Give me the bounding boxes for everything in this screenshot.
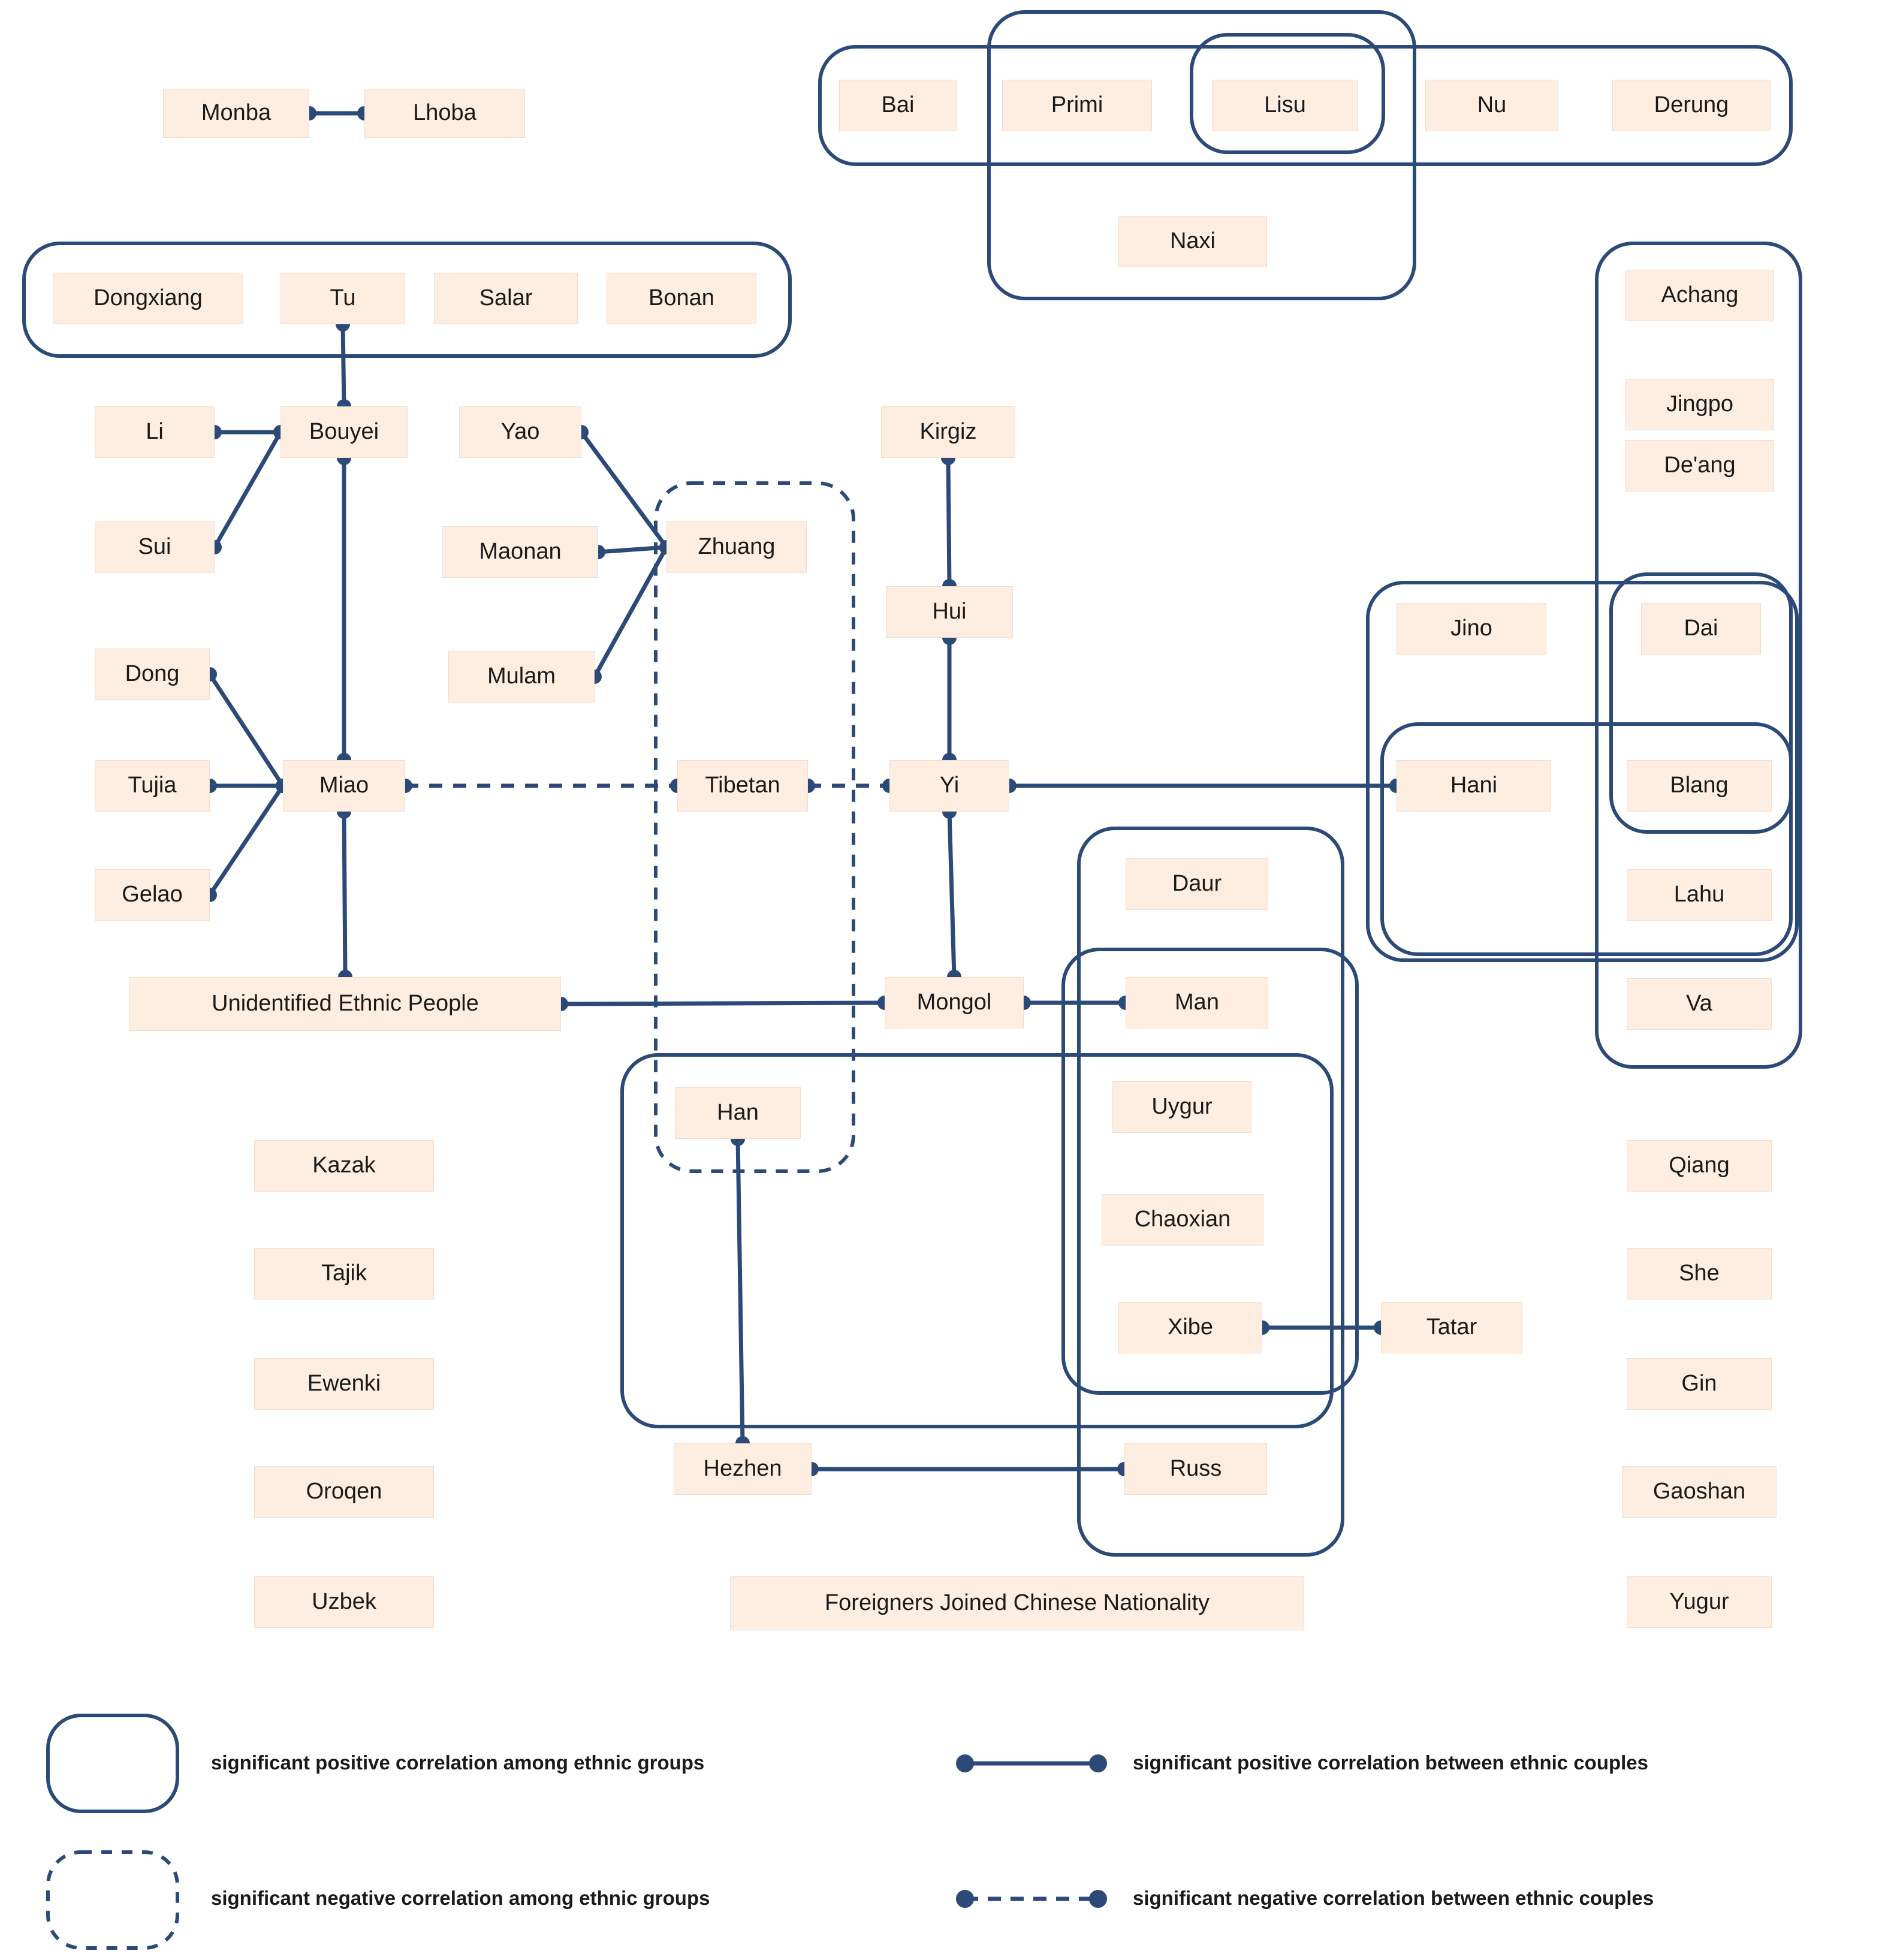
node-zhuang[interactable] [666,521,807,573]
node-label: Lisu [1264,92,1306,118]
node-achang[interactable] [1625,270,1774,321]
node-label: Man [1175,990,1219,1015]
node-sui[interactable] [95,521,215,573]
node-uygur[interactable] [1112,1081,1251,1133]
node-derung[interactable] [1612,80,1771,131]
node-label: She [1679,1261,1720,1286]
node-daur[interactable] [1126,858,1268,910]
node-miao[interactable] [283,760,405,812]
node-deang[interactable] [1625,440,1774,491]
node-tatar[interactable] [1381,1302,1522,1353]
node-han[interactable] [675,1087,801,1139]
node-russ[interactable] [1124,1443,1267,1495]
node-kirgiz[interactable] [881,406,1015,458]
legend-markers [48,1715,1105,1948]
node-label: Monba [201,100,272,126]
node-salar[interactable] [434,273,578,324]
node-label: Naxi [1169,228,1216,254]
node-label: Unidentified Ethnic People [212,991,479,1017]
node-she[interactable] [1627,1248,1772,1299]
edge-yi-mongol [949,812,954,977]
node-label: Primi [1051,92,1103,118]
legend-label-group-negative: significant negative correlation among ethnic groups [211,1887,710,1909]
node-tibetan[interactable] [677,760,808,812]
node-lhoba[interactable] [364,89,525,138]
node-primi[interactable] [1002,80,1152,131]
node-tujia[interactable] [95,760,210,812]
node-label: Yi [939,773,960,798]
node-label: Salar [479,285,533,311]
node-monba[interactable] [163,89,309,138]
node-label: Bonan [649,285,714,311]
node-jino[interactable] [1397,603,1546,655]
node-uzbek[interactable] [254,1576,434,1628]
legend-solid-edge-dot-right [1091,1756,1105,1771]
node-gelao[interactable] [95,869,210,921]
node-label: Uzbek [312,1589,376,1615]
node-mongol[interactable] [885,977,1024,1029]
node-bouyei[interactable] [281,406,408,458]
group-tibetan-han [656,483,853,1171]
node-hezhen[interactable] [674,1443,812,1495]
node-label: Tajik [321,1261,367,1286]
node-naxi[interactable] [1118,216,1267,267]
node-jingpo[interactable] [1625,379,1774,430]
edge-gelao-miao [210,786,283,895]
edge-kirgiz-hui [948,458,949,586]
node-label: Hui [932,599,967,625]
node-chaoxian[interactable] [1102,1194,1263,1246]
node-label: Kirgiz [919,419,977,445]
node-label: Gelao [122,882,183,907]
node-label: Hani [1450,773,1498,798]
node-label: Bai [881,92,915,118]
group-yunnan-right [1597,243,1800,1067]
node-label: Hezhen [703,1456,782,1482]
node-label: Derung [1654,92,1729,118]
node-label: Maonan [479,539,562,565]
node-label: Li [146,419,164,445]
node-tajik[interactable] [254,1248,434,1299]
node-label: Blang [1670,773,1729,798]
node-label: Yugur [1669,1589,1729,1615]
node-label: Gaoshan [1652,1479,1746,1504]
legend-label-edge-positive: significant positive correlation between ethnic couples [1133,1751,1649,1774]
node-label: Dong [125,661,180,687]
node-li[interactable] [95,406,215,458]
edge-tu-bouyei [343,324,344,406]
node-dong[interactable] [95,649,210,700]
node-gin[interactable] [1627,1358,1772,1410]
node-label: Uygur [1151,1094,1213,1120]
node-label: Lhoba [413,100,476,126]
node-label: Jingpo [1666,391,1733,417]
node-label: Ewenki [307,1371,381,1397]
node-label: Tu [330,285,356,311]
node-hani[interactable] [1397,760,1551,812]
node-yi[interactable] [889,760,1009,812]
node-dai[interactable] [1641,603,1761,655]
node-xibe[interactable] [1118,1302,1262,1353]
node-label: Jino [1450,616,1492,641]
legend-label-group-positive: significant positive correlation among ethnic groups [211,1751,705,1774]
node-label: Daur [1172,871,1222,897]
node-label: Nu [1477,92,1507,118]
node-label: Dongxiang [94,285,203,311]
node-maonan[interactable] [442,526,598,578]
node-man[interactable] [1126,977,1268,1029]
edge-dong-miao [210,674,283,786]
edge-unidentified-mongol [561,1003,885,1004]
edge-mulam-zhuang [595,547,666,677]
node-label: Dai [1684,616,1718,641]
node-ewenki[interactable] [254,1358,434,1410]
node-label: Bouyei [309,419,379,445]
node-bai[interactable] [839,80,957,131]
node-mulam[interactable] [448,651,595,702]
legend-label-edge-negative: significant negative correlation between ethnic couples [1133,1887,1654,1909]
legend-solid-group-marker [48,1715,177,1811]
node-label: Zhuang [698,534,776,560]
node-label: Va [1686,991,1712,1017]
edge-maonan-zhuang [598,547,666,552]
node-label: Tatar [1426,1314,1477,1340]
node-yugur[interactable] [1627,1576,1772,1628]
node-label: Sui [138,534,171,560]
node-label: Foreigners Joined Chinese Nationality [824,1590,1210,1616]
node-label: Tujia [128,773,177,798]
node-bonan[interactable] [607,273,756,324]
legend-dashed-edge-dot-right [1091,1892,1105,1906]
node-label: Tibetan [705,773,780,798]
node-gaoshan[interactable] [1622,1466,1777,1518]
node-label: Han [717,1100,759,1126]
node-lahu[interactable] [1627,869,1772,921]
node-label: Oroqen [306,1479,382,1504]
node-label: Russ [1169,1456,1222,1482]
node-kazak[interactable] [254,1140,434,1192]
node-label: Lahu [1673,882,1725,907]
node-lisu[interactable] [1212,80,1358,131]
node-blang[interactable] [1627,760,1772,812]
node-oroqen[interactable] [254,1466,434,1518]
node-yao[interactable] [459,406,581,458]
node-label: Kazak [312,1153,376,1178]
node-label: Miao [319,773,369,798]
node-label: Mongol [916,990,992,1015]
node-label: Chaoxian [1134,1207,1231,1232]
legend-solid-edge-dot-left [958,1756,972,1771]
node-label: Mulam [487,664,556,689]
edge-han-hezhen [738,1139,743,1443]
node-label: De'ang [1664,453,1736,478]
edge-miao-unidentified [344,812,345,977]
node-label: Xibe [1167,1314,1214,1340]
node-qiang[interactable] [1627,1140,1772,1192]
node-label: Achang [1661,282,1739,308]
node-va[interactable] [1627,978,1772,1030]
node-label: Qiang [1669,1153,1730,1178]
node-unidentified[interactable] [129,977,561,1031]
legend-dashed-edge-dot-left [958,1892,972,1906]
node-tu[interactable] [281,273,405,324]
node-nu[interactable] [1425,80,1558,131]
node-dongxiang[interactable] [53,273,243,324]
node-foreigners[interactable] [730,1576,1304,1630]
legend-dashed-group-marker [48,1852,177,1948]
edge-sui-bouyei [215,432,281,547]
node-label: Gin [1681,1371,1717,1397]
node-hui[interactable] [886,586,1013,638]
node-label: Yao [500,419,540,445]
